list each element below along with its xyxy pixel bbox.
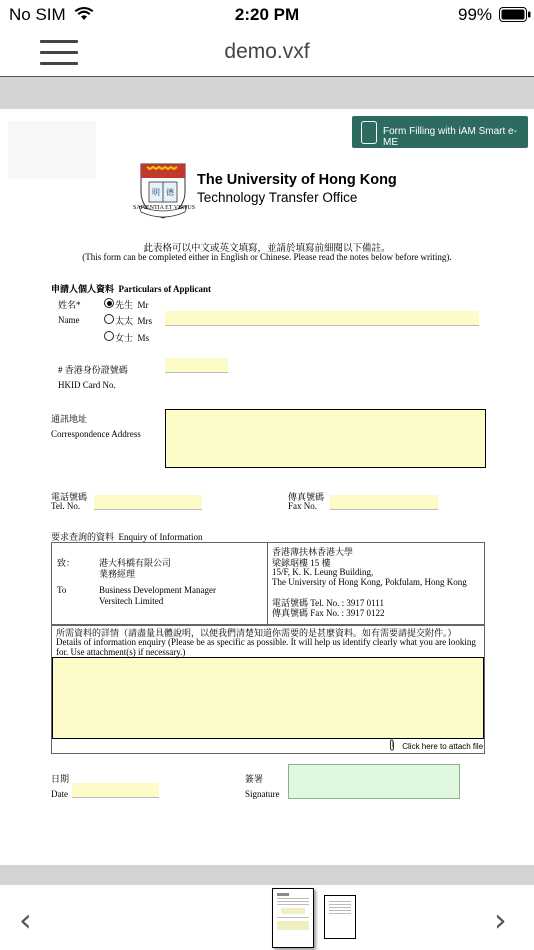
hkid-label-en: HKID Card No. (58, 380, 116, 390)
hku-crest-icon (139, 162, 187, 220)
signature-field[interactable] (288, 764, 460, 799)
attach-file-button[interactable]: Click here to attach file (387, 739, 483, 751)
paperclip-icon (387, 739, 397, 751)
instruction-note-zh: 此表格可以中文或英文填寫，並請於填寫前細閱以下備註。 (143, 244, 391, 254)
office-address-zh-2: 梁銶琚樓 15 樓 (272, 558, 331, 568)
fax-label-en: Fax No. (288, 501, 317, 511)
details-label-zh: 所需資料的詳情（請盡量具體說明，以便我們清楚知道你需要的是甚麼資料。如有需要請提交附件。） (56, 628, 457, 638)
tel-label-zh: 電話號碼 (51, 492, 88, 502)
recipient-en-1: Business Development Manager (99, 585, 216, 595)
radio-ms[interactable] (104, 331, 114, 341)
toolbar-strip (0, 77, 534, 109)
document-title: demo.vxf (224, 40, 310, 63)
battery-indicator: 99% (458, 5, 531, 25)
details-field[interactable] (52, 657, 484, 739)
office-tel: 電話號碼 Tel. No. : 3917 0111 (272, 598, 384, 608)
previous-page-icon[interactable]: ‹ (19, 901, 32, 939)
radio-mrs[interactable] (104, 314, 114, 324)
office-address-en-1: 15/F, K. K. Leung Building, (272, 567, 374, 577)
name-label-zh: 姓名* (58, 300, 81, 310)
next-page-icon[interactable]: › (494, 901, 507, 939)
battery-icon (499, 7, 531, 22)
page-thumbnail-1[interactable] (272, 888, 314, 948)
to-label-en: To (57, 585, 67, 595)
applicant-section-heading: 申請人個人資料 Particulars of Applicant (51, 284, 212, 294)
details-label-en-2: for. Use attachment(s) if necessary.) (56, 647, 186, 657)
recipient-zh-2: 業務經理 (99, 569, 136, 579)
date-field[interactable] (72, 783, 159, 798)
form-page[interactable]: Form Filling with iAM Smart e-ME 明 德 SAPIENTIA ET VIRTUS The University of Hong Kong Technology Transfer Office 此表格可以中文或英文填寫，並請於填寫前細閱以下備註。 (This form can be completed either in English or Chinese. Please read the notes below before writing). 申請人個人資料 Particulars of Applicant 姓名* Name 先生 Mr 太太 Mrs 女士 Ms # 香港身份證號碼 HKID Card No. 通訊地址 Correspondence Address 電話號碼 Tel. No. 傳真號碼 Fax No. 要求查詢的資料 Enquiry of Information 致： To 港大科橋有限公司 業務經理 Business Development Manager Versitech Limited 香港薄扶林香港大學 梁銶琚樓 15 樓 15/F, K. K. Leung Building, The University of Hong Kong, Pokfulam, Hong Kong 電話號碼 Tel. No. : 3917 0111 傳真號碼 Fax No. : 3917 0122 所需資料的詳情（請盡量具體說明，以便我們清楚知道你需要的是甚麼資料。如有需要請提交附件。） Details of information enquiry (Please be as specific as possible. It will help us identify clearly what you are looking for. Use attachment(s) if necessary.) Click here to attach file 日期 Date 簽署 Signature (0, 109, 534, 865)
iam-smart-button[interactable]: Form Filling with iAM Smart e-ME (352, 116, 528, 148)
tel-field[interactable] (94, 495, 202, 510)
page-navigator (0, 865, 534, 950)
date-label-zh: 日期 (51, 774, 70, 784)
name-label-en: Name (58, 315, 80, 325)
address-label-en: Correspondence Address (51, 429, 141, 439)
office-name: Technology Transfer Office (197, 190, 358, 205)
navigation-bar (0, 28, 534, 77)
page-thumbnail-2[interactable] (324, 895, 356, 939)
name-field[interactable] (165, 311, 479, 326)
svg-text:明: 明 (152, 188, 160, 197)
fax-field[interactable] (330, 495, 438, 510)
recipient-en-2: Versitech Limited (99, 596, 164, 606)
blurred-logo-area (8, 121, 96, 179)
clock: 2:20 PM (234, 5, 300, 24)
to-label-zh: 致： (57, 558, 76, 568)
hkid-label-zh: # 香港身份證號碼 (58, 365, 128, 375)
phone-icon (361, 121, 377, 144)
recipient-zh-1: 港大科橋有限公司 (99, 558, 172, 568)
address-label-zh: 通訊地址 (51, 414, 88, 424)
radio-mr[interactable] (104, 298, 114, 308)
office-address-en-2: The University of Hong Kong, Pokfulam, Hong Kong (272, 577, 467, 587)
signature-label-zh: 簽署 (245, 774, 264, 784)
office-fax: 傳真號碼 Fax No. : 3917 0122 (272, 608, 385, 618)
office-address-zh-1: 香港薄扶林香港大學 (272, 547, 354, 557)
crest-motto: SAPIENTIA ET VIRTUS (133, 205, 196, 211)
signature-label-en: Signature (245, 789, 280, 799)
instruction-note-en: (This form can be completed either in English or Chinese. Please read the notes below before writing). (82, 252, 452, 262)
address-field[interactable] (165, 409, 486, 468)
status-bar (0, 0, 534, 28)
date-label-en: Date (51, 789, 68, 799)
bottom-strip (0, 865, 534, 885)
university-name: The University of Hong Kong (197, 172, 397, 188)
tel-label-en: Tel. No. (51, 501, 81, 511)
fax-label-zh: 傳真號碼 (288, 492, 325, 502)
details-label-en-1: Details of information enquiry (Please be as specific as possible. It will help us identify clearly what you are looking (56, 637, 476, 647)
table-divider (267, 542, 268, 624)
svg-text:德: 德 (166, 188, 174, 197)
enquiry-section-heading: 要求查詢的資料 Enquiry of Information (51, 532, 203, 542)
carrier-label: No SIM (9, 5, 94, 25)
hkid-field[interactable] (165, 358, 228, 373)
